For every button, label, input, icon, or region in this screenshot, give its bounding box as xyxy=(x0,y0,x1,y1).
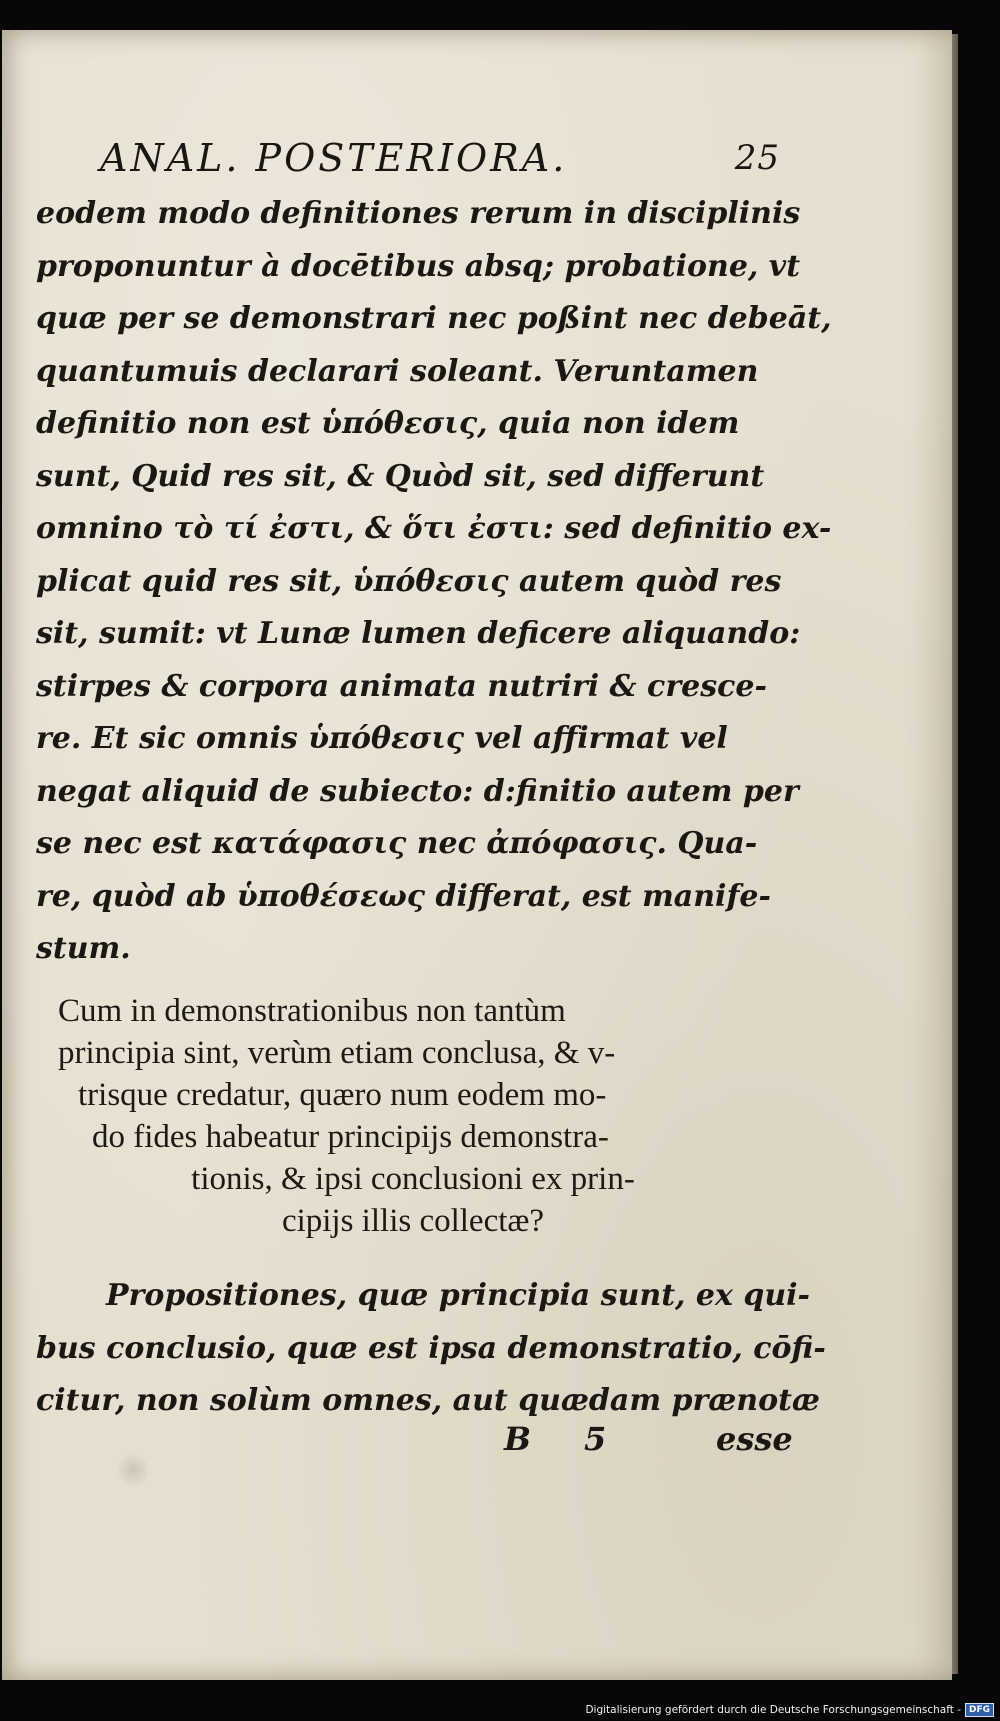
text-line: stum. xyxy=(36,931,131,966)
text-line: proponuntur à docētibus absq; probatione, vt xyxy=(36,248,801,284)
credit-text: Digitalisierung gefördert durch die Deutsche Forschungsgemeinschaft - xyxy=(585,1704,961,1716)
text-line: negat aliquid de subiecto: d:finitio autem per xyxy=(36,773,799,809)
question-heading xyxy=(58,990,768,1242)
signature-mark: B xyxy=(504,1420,532,1458)
question-line: tionis, & ipsi conclusioni ex prin- xyxy=(191,1161,635,1197)
text-line: re. Et sic omnis ὑπόθεσις vel affirmat vel xyxy=(36,721,728,756)
text-line: bus conclusio, quæ est ipsa demonstratio, cōfi- xyxy=(36,1330,826,1366)
paper-stain xyxy=(118,1450,148,1490)
running-head-title: ANAL. POSTERIORA. xyxy=(100,136,568,180)
digitization-credit xyxy=(585,1703,994,1717)
paragraph-propositions xyxy=(36,1270,826,1428)
text-line: stirpes & corpora animata nutriri & cresce- xyxy=(36,668,767,704)
running-head xyxy=(100,136,780,180)
dfg-logo: DFG xyxy=(965,1703,994,1717)
page-number: 25 xyxy=(734,138,780,178)
text-line: eodem modo definitiones rerum in disciplinis xyxy=(36,196,801,231)
question-line: cipijs illis collectæ? xyxy=(281,1203,545,1239)
text-line: sit, sumit: vt Lunæ lumen deficere aliquando: xyxy=(36,616,801,651)
text-line: citur, non solùm omnes, aut quædam prænotæ xyxy=(36,1383,820,1418)
paragraph-definitions xyxy=(36,188,832,976)
text-line: re, quòd ab ὑποθέσεως differat, est manife- xyxy=(36,878,771,914)
catchword: esse xyxy=(716,1420,793,1458)
question-line: principia sint, verùm etiam conclusa, & v- xyxy=(58,1035,616,1071)
signature-number: 5 xyxy=(584,1420,607,1458)
question-line: trisque credatur, quæro num eodem mo- xyxy=(78,1077,607,1113)
question-line: do fides habeatur principijs demonstra- xyxy=(92,1119,609,1155)
text-line: plicat quid res sit, ὑπόθεσις autem quòd res xyxy=(36,563,782,599)
text-line: quæ per se demonstrari nec poßint nec debeāt, xyxy=(36,301,832,336)
text-line: se nec est κατάφασις nec ἀπόφασις. Qua- xyxy=(36,826,758,861)
text-line: definitio non est ὑπόθεσις, quia non idem xyxy=(36,406,740,441)
question-line: Cum in demonstrationibus non tantùm xyxy=(58,993,566,1029)
text-line: Propositiones, quæ principia sunt, ex qui- xyxy=(106,1278,810,1313)
text-line: quantumuis declarari soleant. Veruntamen xyxy=(36,353,759,389)
text-line: sunt, Quid res sit, & Quòd sit, sed differunt xyxy=(36,458,765,494)
text-line: omnino τὸ τί ἐστι, & ὅτι ἐστι: sed definitio ex- xyxy=(36,511,832,546)
